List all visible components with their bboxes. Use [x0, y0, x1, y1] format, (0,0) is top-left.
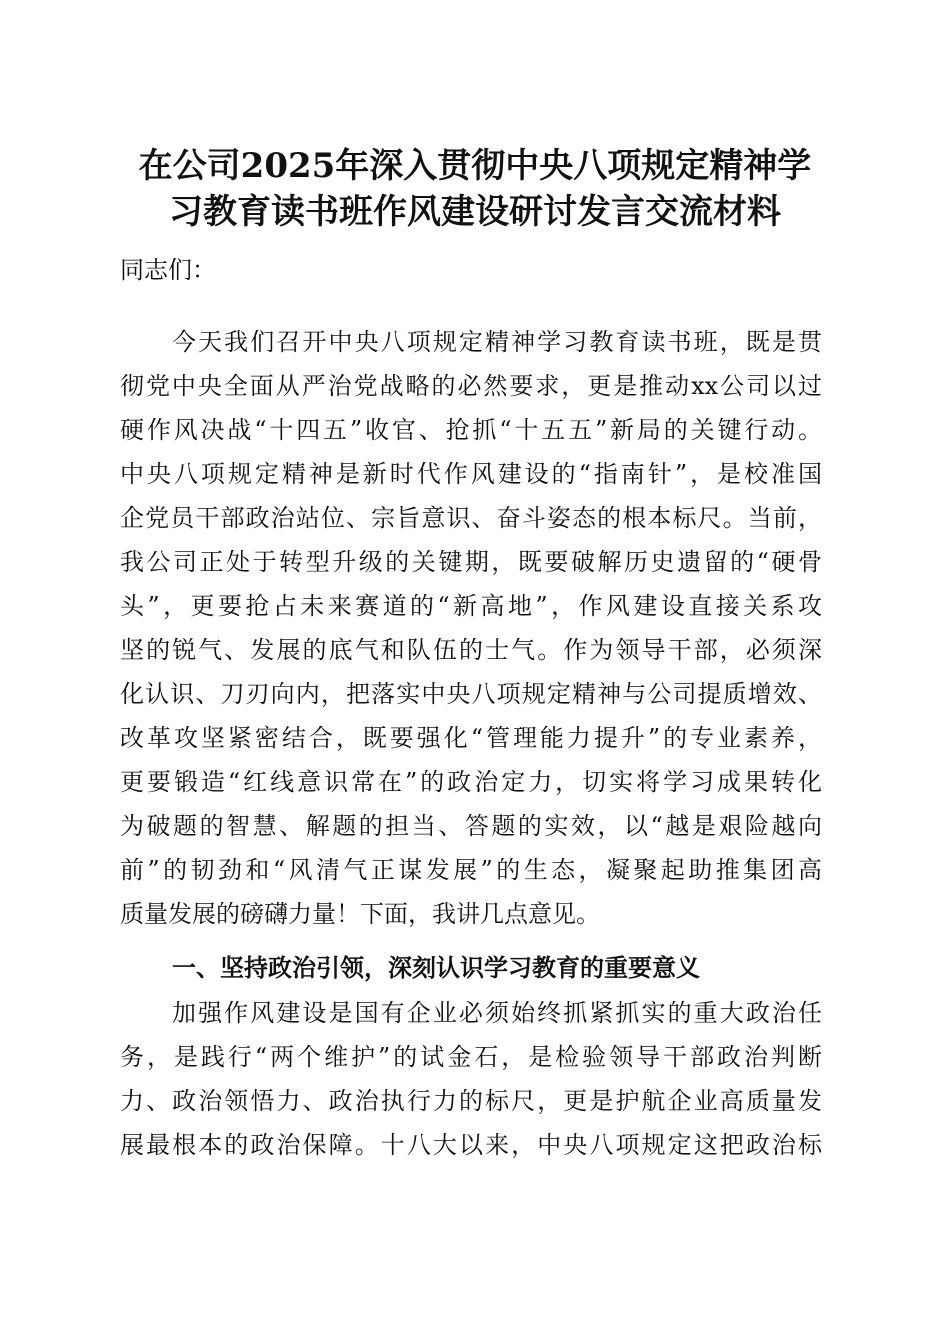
salutation: 同志们：	[120, 256, 216, 284]
paragraph-line: 加强作风建设是国有企业必须始终抓紧抓实的重大政治任	[172, 999, 822, 1027]
paragraph-line: 改革攻坚紧密结合，既要强化“管理能力提升”的专业素养，	[120, 724, 822, 752]
paragraph-line: 展最根本的政治保障。十八大以来，中央八项规定这把政治标	[120, 1131, 822, 1159]
paragraph-line: 坚的锐气、发展的底气和队伍的士气。作为领导干部，必须深	[120, 636, 822, 664]
paragraph-line: 为破题的智慧、解题的担当、答题的实效，以“越是艰险越向	[120, 812, 822, 840]
paragraph-line: 今天我们召开中央八项规定精神学习教育读书班，既是贯	[172, 328, 822, 356]
paragraph-line: 力、政治领悟力、政治执行力的标尺，更是护航企业高质量发	[120, 1087, 822, 1115]
section-heading: 一、坚持政治引领，深刻认识学习教育的重要意义	[172, 954, 700, 982]
paragraph-line: 质量发展的磅礴力量！下面，我讲几点意见。	[120, 900, 600, 928]
paragraph-line: 硬作风决战“十四五”收官、抢抓“十五五”新局的关键行动。	[120, 416, 822, 444]
paragraph-line: 化认识、刀刃向内，把落实中央八项规定精神与公司提质增效、	[120, 680, 822, 708]
paragraph-line: 彻党中央全面从严治党战略的必然要求，更是推动xx公司以过	[120, 372, 822, 400]
paragraph-line: 中央八项规定精神是新时代作风建设的“指南针”，是校准国	[120, 460, 822, 488]
paragraph-line: 前”的韧劲和“风清气正谋发展”的生态，凝聚起助推集团高	[120, 856, 822, 884]
paragraph-line: 头”，更要抢占未来赛道的“新高地”，作风建设直接关系攻	[120, 592, 822, 620]
document-title-line-2: 习教育读书班作风建设研讨发言交流材料	[169, 192, 781, 232]
paragraph-line: 更要锻造“红线意识常在”的政治定力，切实将学习成果转化	[120, 768, 822, 796]
document-title-line-1: 在公司2025年深入贯彻中央八项规定精神学	[138, 146, 812, 186]
paragraph-line: 我公司正处于转型升级的关键期，既要破解历史遗留的“硬骨	[120, 548, 822, 576]
paragraph-line: 企党员干部政治站位、宗旨意识、奋斗姿态的根本标尺。当前，	[120, 504, 822, 532]
paragraph-line: 务，是践行“两个维护”的试金石，是检验领导干部政治判断	[120, 1043, 822, 1071]
